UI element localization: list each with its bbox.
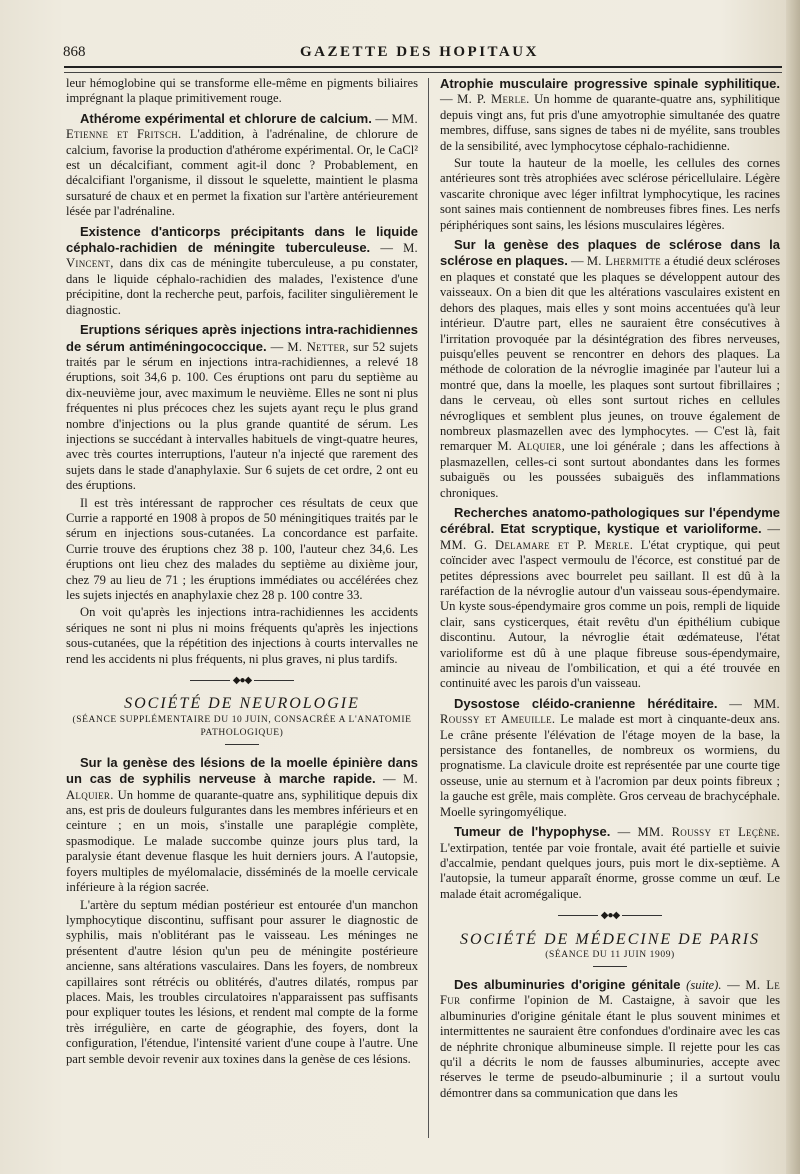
article-authors: Alquier, — [517, 439, 566, 454]
article-text: L'extirpation, tentée par voie frontale, avait été partielle et suivie d'accalmie, pendant quelques jours, puis mort le dix-septième. A l'autopsie, la tumeur apparaît énorme, grosse comme un œuf. Le malade était acromégalique. — [440, 840, 780, 901]
article-authors: M. Lhermitte — [586, 254, 662, 269]
short-rule — [593, 966, 627, 967]
article-ependyme: Recherches anatomo-pathologiques sur l'épendyme cérébral. Etat scryptique, kystique et varioliforme. — MM. G. Delamare et P. Merle. L'état cryptique, qui peut coïncider avec l'aspect vermoulu de l'écorce, est constitué par de petites dépressions avec bourrelet peu saillant. Il est dû à la raréfaction de la névroglie autour d'un vaisseau sous-épendymaire. Un kyste sous-épendymaire gros comme un pois, rempli de liquide clair, sans cysticerques, était revêtu d'un épithélium cubique discontinu. Autour, la névroglie était œdémateuse, l'état varioliforme est dû à une plaque fibreuse sous-épendymaire, amincie au niveau de l'ombilication, et qui a été trouvée en continuité avec les parois d'un vaisseau. — [440, 504, 780, 691]
right-column — [440, 76, 780, 1103]
article-suite: (suite). — [686, 977, 722, 992]
article-title: Athérome expérimental et chlorure de calcium. — [80, 110, 372, 126]
article-albuminuries: Des albuminuries d'origine génitale (suite). — M. Le Fur confirme l'opinion de M. Castaigne, à savoir que les albuminuries d'origine génitale étant le plus souvent minimes et intermittentes ne sauraient être confondues d'ordinaire avec les cas de néphrite chronique albumineuse simple. Il rejette pour les cas qu'il a décrits le nom de fausses albuminuries, accepte avec réserves le terme de pseudo-albuminurie ; il a surtout voulu démontrer dans sa communication que dans les — [440, 976, 781, 1100]
article-text: a étudié deux scléroses en plaques et constaté que les plaques se développent autour des vaisseaux. On a bien dit que les altérations vasculaires existent en dehors des plaques, mais elles y sont moins accentuées qu'à leur intérieur. D'autre part, elles ne sauraient être consécutives à l'irritation provoquée par la désintégration des fibres nerveuses, puisqu'elles peuvent se rencontrer en dehors des plaques. La méthode de coloration de la névroglie imaginée par l'auteur lui a montré que, dans la moelle, les plaques sont surtout fibrillaires ; dans le cerveau, où elles sont surtout riches en cellules névrogliques et semblent plus jeunes, on trouve également de nombreux plasmazellen avec des lymphocytes. — C'est là, fait remarquer M. — [440, 254, 781, 454]
article-authors: MM. Roussy et Leçène. — [637, 825, 781, 840]
article-authors: MM. G. Delamare et P. Merle. — [440, 537, 634, 552]
ornament-divider: ◆●◆ — [440, 908, 780, 923]
page-edge — [786, 0, 800, 1174]
article-authors: M. Alquier. — [66, 772, 418, 802]
article-hypophyse: Tumeur de l'hypophyse. — MM. Roussy et Leçène. L'extirpation, tentée par voie frontale, avait été partielle et suivie d'accalmie, pendant quelques jours, puis mort le dix-septième. A l'autopsie, la tumeur apparaît énorme, grosse comme un œuf. Le malade était acromégalique. — [440, 824, 781, 901]
article-authors: M. P. Merle. — [457, 92, 530, 107]
article-title: Sur la genèse des lésions de la moelle épinière dans un cas de syphilis nerveuse à marche rapide. — [66, 754, 418, 787]
left-column — [66, 76, 418, 1069]
article-title: Existence d'anticorps précipitants dans le liquide céphalo-rachidien de méningite tuberculeuse. — [66, 223, 418, 256]
article-authors: MM. Roussy et Ameuille. — [440, 696, 780, 727]
article-text: dans dix cas de méningite tuberculeuse, a pu constater, dans le liquide céphalo-rachidien des malades, l'existence d'une précipitine, dont la recherche peut, parfois, faciliter singulièrement le diagnostic. — [66, 256, 419, 317]
header-rule-thin — [64, 72, 782, 73]
paragraph: On voit qu'après les injections intra-rachidiennes les accidents sériques ne sont ni plus ni moins fréquents qu'après les injections sous-cutanées, que la répétition des injections à courts intervalles ne rend les accidents ni plus fréquents, ni plus graves, ni plus tardifs. — [66, 605, 418, 666]
section-subtitle: (SÉANCE DU 11 JUIN 1909) — [545, 949, 675, 960]
paragraph: Sur toute la hauteur de la moelle, les cellules des cornes antérieures sont très atrophiées avec sclérose péricellulaire. Légère vascarite chronique avec léger infiltrat lymphocytique, les racines sont saines mais contiennent de nombreuses fibres fines. Les nerfs périphériques sont sains, les lésions musculaires légères. — [440, 156, 780, 232]
paragraph: Il est très intéressant de rapprocher ces résultats de ceux que Currie a rapporté en 1908 à propos de 50 méningitiques traités par le sérum en injections sous-cutanées. La concordance est parfaite. Currie trouve des éruptions chez 38 p. 100, l'auteur chez 34,6. Les éruptions ont lieu chez des malades du septième au dixième jour, chez 79 au lieu de 71 ; les éruptions immédiates ou accélérées chez les sujets injectés en anaphylaxie chez 28 p. 100 contre 33. — [66, 495, 418, 602]
article-authors: MM. Etienne et Fritsch. — [66, 111, 418, 142]
article-title: Eruptions sériques après injections intra-rachidiennes de sérum antiméningococcique. — [66, 322, 418, 354]
article-text: L'état cryptique, qui peut coïncider avec l'aspect vermoulu de l'écorce, est constitué par de petites dépressions avec bourrelet peu saillant. Il est dû à la raréfaction de la névroglie autour d'un vaisseau sous-épendymaire. Un kyste sous-épendymaire gros comme un pois, rempli de liquide clair, sans cysticerques, était revêtu d'un épithélium cubique discontinu. Autour, la névroglie était œdémateuse, l'état varioliforme est dû à une plaque fibreuse sous-épendymaire, amincie au niveau de l'ombilication, et qui a été trouvée en continuité avec les parois d'un vaisseau. — [440, 537, 780, 691]
article-text: sur 52 sujets traités par le sérum en injections intra-rachidiennes, a relevé 18 éruptions, soit 34,6 p. 100. Ces éruptions ont paru du septième au dix-neuvième jour, avec maximum le neuvième. Elles ne sont ni plus fréquentes ni plus précoces chez les sujets ayant reçu le plus grand nombre d'injections ou la plus grande quantité de sérum. Les injections se succédant à intervalles habituels de vingt-quatre heures, avec très courtes interruptions, l'auteur n'a injecté que rarement des sujets dans le stade d'anaphylaxie. Sur 6 sujets de cet ordre, 2 ont eu des éruptions. — [66, 339, 419, 493]
page-number: 868 — [63, 44, 86, 60]
article-title: Atrophie musculaire progressive spinale syphilitique. — [440, 76, 780, 91]
article-text: Le malade est mort à cinquante-deux ans. Le crâne présente l'élévation de l'étage moyen de la base, la persistance des fontanelles, de nombreux os wormiens, du prognatisme. La clavicule droite est représentée par une courte tige osseuse, unie au sternum et à l'acromion par deux points fibreux ; la gauche est grêle, mais complète. Gros cerveau de brachycéphale. Moelle syringomyélique. — [440, 712, 780, 819]
short-rule — [225, 744, 259, 745]
article-authors: M. Netter, — [287, 339, 350, 354]
article-anticorps: Existence d'anticorps précipitants dans le liquide céphalo-rachidien de méningite tuberculeuse. — M. Vincent, dans dix cas de méningite tuberculeuse, a pu constater, dans le liquide céphalo-rachidien des malades, l'existence d'une précipitine, dont la recherche peut, parfois, faciliter singulièrement le diagnostic. — [66, 223, 419, 317]
running-title: GAZETTE DES HOPITAUX — [300, 44, 539, 60]
section-title: SOCIÉTÉ DE MÉDECINE DE PARIS — [459, 930, 761, 948]
article-text: Un homme de quarante-quatre ans, syphilitique depuis dix ans, est pris de douleurs fulgurantes dans les membres inférieurs et en ceinture ; en un mois, s'installe une paraplégie complète, spasmodique. Le malade succombe quinze jours plus tard, la paralysie étant devenue flasque les huit derniers jours. A l'autopsie, foyers multiples de myélomalacie, disséminés de la moelle cervicale inférieure à la région sacrée. — [66, 787, 419, 895]
article-text: confirme l'opinion de M. Castaigne, à savoir que les albuminuries d'origine génitale étant le plus souvent minimes et intermittentes ne sauraient être confondues d'ordinaire avec les cas de néphrite chronique albumineuse simple. Il rejette pour les cas qu'il a décrits le nom de fausses albuminuries, accepte avec réserves le terme de pseudo-albuminurie ; il a surtout voulu démontrer dans sa communication que dans les — [440, 993, 780, 1100]
article-title: Tumeur de l'hypophyse. — [454, 824, 611, 840]
paragraph: leur hémoglobine qui se transforme elle-même en pigments biliaires imprégnant la plaque primitivement rouge. — [66, 76, 418, 106]
section-title: SOCIÉTÉ DE NEUROLOGIE — [124, 695, 360, 713]
article-syphilis: Sur la genèse des lésions de la moelle épinière dans un cas de syphilis nerveuse à marche rapide. — M. Alquier. Un homme de quarante-quatre ans, syphilitique depuis dix ans, est pris de douleurs fulgurantes dans les membres inférieurs et en ceinture ; en un mois, s'installe une paraplégie complète, spasmodique. Le malade succombe quinze jours plus tard, la paralysie étant devenue flasque les huit derniers jours. A l'autopsie, foyers multiples de myélomalacie, disséminés de la moelle cervicale inférieure à la région sacrée. — [66, 754, 419, 895]
article-sclerose: Sur la genèse des plaques de sclérose dans la sclérose en plaques. — M. Lhermitte a étudié deux scléroses en plaques et constaté que les plaques se développent autour des vaisseaux. On a bien dit que les altérations vasculaires existent en dehors des plaques, mais elles y sont moins accentuées qu'à leur intérieur. D'autre part, elles ne sauraient être consécutives à l'irritation provoquée par la désintégration des fibres nerveuses, puisqu'elles peuvent se rencontrer en dehors des plaques. La méthode de coloration de la névroglie imaginée par l'auteur lui a montré que, dans la moelle, les plaques sont surtout fibrillaires ; dans le cerveau, où elles sont surtout riches en cellules névrogliques et semblent plus jeunes, on trouve également de nombreux plasmazellen avec des lymphocytes. — C'est là, fait remarquer M. Alquier, une loi générale ; dans les affections à plasmazellen, celles-ci sont surtout abondantes dans les formes subaiguës ou les poussées subaiguës des inflammations chroniques. — [440, 237, 781, 500]
article-text: L'addition, à l'adrénaline, de chlorure de calcium, favorise la production d'athérome expérimental. Or, le CaCl² est un décalcifiant, comment agit-il donc ? Probablement, en décalcifiant l'organisme, il dissout le squelette, maintient le plasma sursaturé de chaux et en permet la fixation sur l'artère antérieurement lésée par l'adrénaline. — [66, 127, 418, 219]
article-authors: M. Le Fur — [440, 977, 781, 1008]
article-text: Un homme de quarante-quatre ans, syphilitique depuis vingt ans, fut pris d'une amyotrophie simultanée des quatre membres, diffuse, sans signes de tabes ni de myélite, sans troubles de la sensibilité, avec lymphocytose céphalo-rachidienne. — [440, 92, 781, 153]
article-authors: M. Vincent, — [66, 241, 419, 271]
article-atherome: Athérome expérimental et chlorure de calcium. — MM. Etienne et Fritsch. L'addition, à l'adrénaline, de chlorure de calcium, favorise la production d'athérome expérimental. Or, le CaCl² est un décalcifiant, comment agit-il donc ? Probablement, en décalcifiant l'organisme, il dissout le squelette, maintient le plasma sursaturé de chaux et en permet la fixation sur l'artère antérieurement lésée par l'adrénaline. — [66, 110, 418, 219]
article-title: Recherches anatomo-pathologiques sur l'épendyme cérébral. Etat scryptique, kystique et varioliforme. — [440, 504, 780, 537]
article-title: Sur la genèse des plaques de sclérose dans la sclérose en plaques. — [440, 237, 780, 269]
article-title: Dysostose cléido-cranienne héréditaire. — [454, 695, 718, 711]
article-dysostose: Dysostose cléido-cranienne héréditaire. — MM. Roussy et Ameuille. Le malade est mort à cinquante-deux ans. Le crâne présente l'élévation de l'étage moyen de la base, la persistance des fontanelles, de nombreux os wormiens, du prognatisme. La clavicule droite est représentée par une courte tige osseuse, unie au sternum et à l'acromion par deux points fibreux ; la gauche est grêle, mais complète. Gros cerveau de brachycéphale. Moelle syringomyélique. — [440, 695, 780, 819]
article-eruptions: Eruptions sériques après injections intra-rachidiennes de sérum antiméningococcique. — M. Netter, sur 52 sujets traités par le sérum en injections intra-rachidiennes, a relevé 18 éruptions, soit 34,6 p. 100. Ces éruptions ont paru du septième au dix-neuvième jour, avec maximum le neuvième. Elles ne sont ni plus fréquentes ni plus précoces chez les sujets ayant reçu le plus grand nombre d'injections ou la plus grande quantité de sérum. Les injections se succédant à intervalles habituels de vingt-quatre heures, avec très courtes interruptions, l'auteur n'a injecté que rarement des sujets dans le stade d'anaphylaxie. Sur 6 sujets de cet ordre, 2 ont eu des éruptions. — [66, 322, 419, 493]
section-subtitle: (SÉANCE SUPPLÉMENTAIRE DU 10 JUIN, CONSACRÉE A L'ANATOMIE PATHOLOGIQUE) — [72, 714, 412, 738]
article-atrophie: Atrophie musculaire progressive spinale syphilitique. — M. P. Merle. Un homme de quarante-quatre ans, syphilitique depuis vingt ans, fut pris d'une amyotrophie simultanée des quatre membres, diffuse, sans signes de tabes ni de myélite, sans troubles de la sensibilité, avec lymphocytose céphalo-rachidienne. — [440, 76, 781, 153]
article-title: Des albuminuries d'origine génitale — [454, 976, 681, 992]
ornament-divider: ◆●◆ — [66, 673, 418, 688]
header-rule — [64, 66, 782, 68]
column-divider — [428, 78, 429, 1138]
article-text: une loi générale ; dans les affections à plasmazellen, celles-ci sont surtout abondantes dans les formes subaiguës ou les poussées subaiguës des inflammations chroniques. — [440, 439, 780, 500]
paragraph: L'artère du septum médian postérieur est entourée d'un manchon lymphocytique discontinu, suffisant pour assurer le diagnostic de syphilis, mais n'oblitérant pas le vaisseau. Les méninges ne présentent d'autre lésion qu'un peu de méningite postérieure ancienne, sans altérations vasculaires. Dans les foyers, de nombreux capillaires sont rétrécis ou oblitérés, d'autres dilatés, rompus par places. Mais, les troubles circulatoires n'apparaissent pas suffisants pour expliquer toutes les lésions, et rendent mal compte de la forme très irrégulière, en carte de géographie, des foyers, dont la configuration, l'étendue, l'intensité varient d'une coupe à l'autre. Une part semble devoir revenir aux toxines dans la genèse de ces lésions. — [66, 897, 418, 1066]
